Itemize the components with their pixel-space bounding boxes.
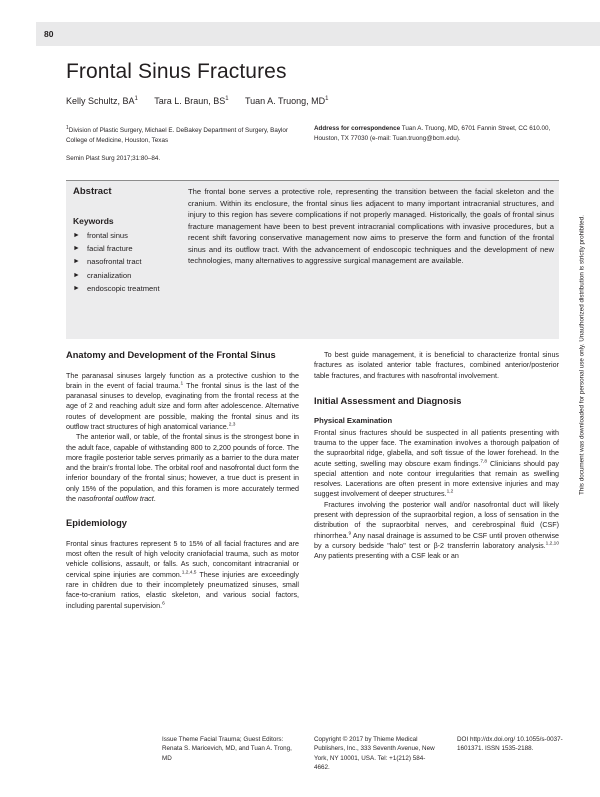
author-affiliation-mark: 1 [134, 96, 138, 102]
section-heading-assessment: Initial Assessment and Diagnosis [314, 395, 462, 406]
author-affiliation-mark: 1 [225, 96, 229, 102]
text-run: . [153, 495, 156, 504]
author [66, 96, 138, 106]
text-run: Fractures involving the posterior wall and/or nasofrontal duct will likely present with depression of the supraorbital region, a loss of sensation in the distribution of the supraorbital nerves, and cerebrospinal fluid (CSF) rhinorrhea. [314, 500, 559, 540]
author-name: Kelly Schultz, BA [66, 96, 135, 106]
emphasis-term: nasofrontal outflow tract [77, 495, 154, 504]
footer-doi: DOI http://dx.doi.org/ 10.1055/s-0037-1601371. ISSN 1535-2188. [457, 736, 563, 753]
abstract-text: The frontal bone serves a protective role, representing the transition between the facial skeleton and the cranium. Within its enclosure, the frontal sinus lies adjacent to many important intracranial structures, and injury to this region has severe complications if not properly managed. Historically, the goals of frontal sinus fracture management have been to best prevent intracranial complications with invasive procedures, but a recent shift favoring conservative management now aims to preserve the form and function of the frontal sinus and its outflow tract. With the advancement of endoscopic techniques and the development of new technologies, many alternatives to aggressive surgical management are available. [188, 187, 554, 266]
keyword-item [73, 229, 183, 242]
author-list [66, 96, 343, 106]
citation: 1,2,4,5 [181, 570, 197, 576]
correspondence [314, 124, 564, 143]
article-title: Frontal Sinus Fractures [66, 60, 287, 83]
paragraph [66, 539, 299, 611]
author [154, 96, 228, 106]
paragraph [66, 432, 299, 504]
citation: 1,2 [446, 490, 454, 496]
citation: 2,3 [228, 422, 236, 428]
citation: 7,8 [480, 459, 488, 465]
body-column-left [66, 350, 299, 611]
paragraph [314, 500, 559, 562]
correspondence-label: Address for correspondence [314, 125, 401, 132]
citation: 6 [162, 601, 165, 607]
keyword-item [73, 269, 183, 282]
keyword-text: endoscopic treatment [87, 283, 160, 293]
bullet-arrow-icon: ► [73, 258, 80, 266]
section-heading-epidemiology: Epidemiology [66, 518, 127, 529]
citation: 1 [180, 381, 184, 387]
paragraph: To best guide management, it is beneficial to characterize frontal sinus fractures as isolated anterior table fractures, combined anterior/posterior table fractures, and fractures with nasofrontal involvement. [314, 351, 559, 380]
journal-reference: Semin Plast Surg 2017;31:80–84. [66, 155, 161, 162]
affiliation [66, 124, 291, 145]
correspondence-text: Tuan A. Truong, MD, 6701 Fannin Street, CC 610.00, Houston, TX 77030 (e-mail: Tuan.truong@bcm.edu). [314, 125, 551, 142]
keyword-text: nasofrontal tract [87, 257, 142, 267]
author [245, 96, 329, 106]
text-run: Clinicians should pay special attention and note contour irregularities that remain as swelling resolves. Lacerations are often present in more extensive injuries and may suggest involvement of deeper structures. [314, 459, 559, 499]
keyword-item [73, 282, 183, 295]
abstract-heading: Abstract [73, 186, 112, 197]
bullet-arrow-icon: ► [73, 284, 80, 292]
citation: 1,2,10 [545, 541, 559, 547]
citation: 9 [348, 531, 352, 537]
body-column-right [314, 350, 559, 562]
affiliation-text: Division of Plastic Surgery, Michael E. DeBakey Department of Surgery, Baylor College of Medicine, Houston, Texas [66, 127, 288, 144]
text-run: Any patients presenting with a CSF leak or an [314, 552, 459, 561]
side-notice-text: This document was downloaded for personal use only. Unauthorized distribution is strictly prohibited. [578, 215, 586, 495]
affiliation-mark: 1 [66, 125, 69, 131]
keywords-list [73, 229, 183, 295]
text-run: Frontal sinus fractures represent 5 to 15% of all facial fractures and are most often the result of high velocity craniofacial trauma, such as motor vehicle collisions, assault, or falls. As such, concomitant intracranial or cervical spine injuries are common. [66, 539, 299, 579]
keywords-heading: Keywords [73, 216, 114, 226]
subsection-heading-physical-exam: Physical Examination [314, 416, 393, 426]
text-run: The anterior wall, or table, of the frontal sinus is the strongest bone in the adult face, capable of withstanding 800 to 2,200 pounds of force. The more fragile posterior table serves primarily as a barrier to the dura mater and the brain's frontal lobe. The orbital roof and nasofrontal duct form the inferior boundary of the frontal sinus; however, a true duct is present in only 15% of the population, and this foramen is more accurately termed the [66, 433, 299, 504]
text-run: Any nasal drainage is assumed to be CSF until proven otherwise by a cursory bedside "halo" test or β-2 transferrin laboratory analysis. [314, 531, 559, 550]
page-number: 80 [44, 29, 54, 39]
paragraph [66, 371, 299, 433]
bullet-arrow-icon: ► [73, 232, 80, 239]
author-affiliation-mark: 1 [325, 96, 329, 102]
text-run: The frontal sinus is the last of the paranasal sinuses to develop, evaginating from the frontal recess at the age of 2 and reaching adult size and form after adolescence. Alternative routes of development are possible, making the frontal sinus and its outflow tract structures of high anatomical variance. [66, 381, 300, 431]
footer-issue-theme: Issue Theme Facial Trauma; Guest Editors: Renata S. Maricevich, MD, and Tuan A. Trong, MD [162, 736, 292, 762]
page-header-bar [36, 22, 600, 46]
keyword-item [73, 242, 183, 255]
footer-copyright: Copyright © 2017 by Thieme Medical Publishers, Inc., 333 Seventh Avenue, New York, NY 10001, USA. Tel: +1(212) 584-4662. [314, 736, 435, 772]
keyword-text: frontal sinus [87, 231, 128, 240]
keyword-text: cranialization [87, 270, 132, 280]
bullet-arrow-icon: ► [73, 271, 80, 279]
text-run: Frontal sinus fractures should be suspected in all patients presenting with trauma to the upper face. The examination involves a thorough palpation of the supraorbital ridge, glabella, and soft tissue of the lower forehead. In the acute setting, swelling may obscure exam findings. [314, 428, 559, 468]
paragraph [314, 428, 559, 500]
author-name: Tara L. Braun, BS [154, 96, 226, 106]
text-run: These injuries are exceedingly rare in children due to their incompletely pneumatized sinuses, small face-to-cranium ratios, elastic skeleton, and various social factors, including parental supervision. [66, 570, 299, 610]
bullet-arrow-icon: ► [73, 245, 80, 253]
keyword-text: facial fracture [87, 244, 133, 254]
keyword-item [73, 255, 183, 268]
section-heading-anatomy: Anatomy and Development of the Frontal Sinus [66, 350, 276, 360]
author-name: Tuan A. Truong, MD [244, 96, 326, 106]
text-run: The paranasal sinuses largely function as a protective cushion to the brain in the event of facial trauma. [66, 371, 299, 390]
